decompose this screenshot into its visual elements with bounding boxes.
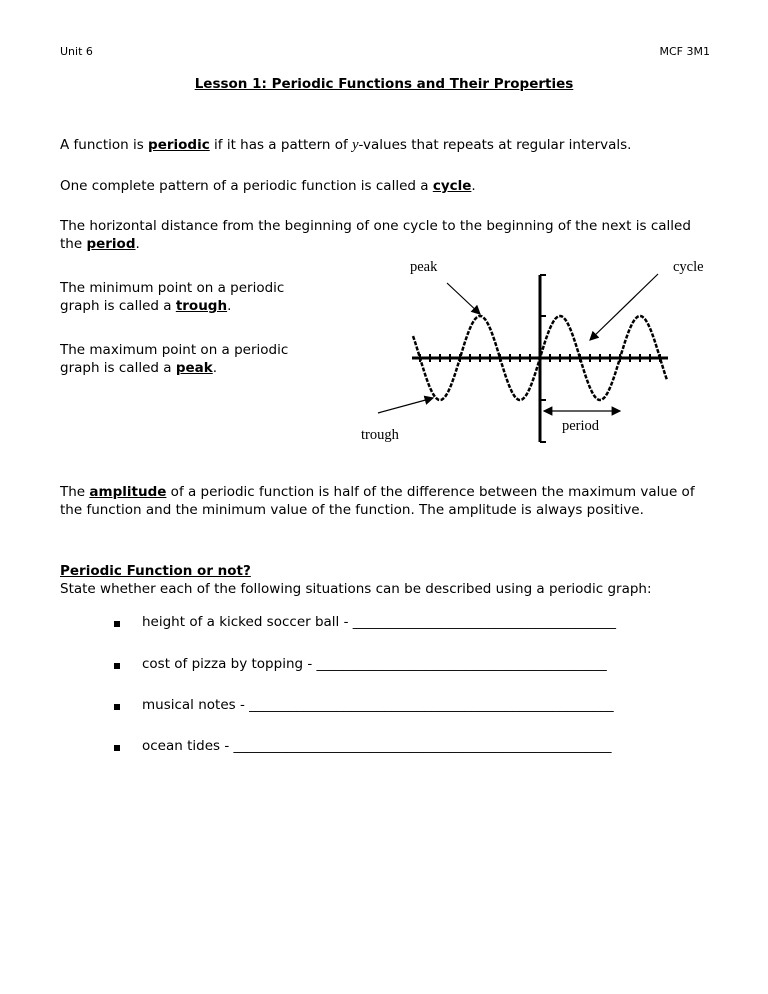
question-item: height of a kicked soccer ball - _______________________________________	[142, 614, 617, 630]
bullet-icon	[114, 745, 120, 751]
period-definition-line1: The horizontal distance from the beginning of one cycle to the beginning of the next is called	[60, 218, 691, 234]
peak-definition-line1: The maximum point on a periodic	[60, 342, 289, 358]
periodic-graph	[0, 0, 768, 460]
bullet-icon	[114, 663, 120, 669]
section-heading: Periodic Function or not?	[60, 563, 251, 579]
question-item: musical notes - ______________________________________________________	[142, 697, 614, 713]
trough-arrow	[378, 398, 433, 413]
cycle-label: cycle	[673, 259, 704, 275]
peak-label: peak	[410, 259, 438, 275]
period-label: period	[562, 418, 600, 434]
page-title: Lesson 1: Periodic Functions and Their Properties	[194, 76, 574, 92]
answer-blank[interactable]: ______________________________________________________	[249, 697, 614, 713]
answer-blank[interactable]: ________________________________________________________	[233, 738, 612, 754]
trough-label: trough	[361, 427, 399, 443]
section-instruction: State whether each of the following situations can be described using a periodic graph:	[60, 581, 652, 597]
answer-blank[interactable]: ___________________________________________	[316, 656, 607, 672]
peak-arrow	[447, 283, 480, 314]
trough-definition-line2: graph is called a trough.	[60, 298, 232, 314]
periodic-definition: A function is periodic if it has a pattern of y-values that repeats at regular intervals.	[60, 137, 632, 153]
amplitude-definition-line1: The amplitude of a periodic function is half of the difference between the maximum value of	[60, 484, 695, 500]
amplitude-definition-line2: the function and the minimum value of the function. The amplitude is always positive.	[60, 502, 644, 518]
peak-definition-line2: graph is called a peak.	[60, 360, 218, 376]
trough-definition-line1: The minimum point on a periodic	[60, 280, 285, 296]
cycle-definition: One complete pattern of a periodic function is called a cycle.	[60, 178, 476, 194]
question-item: ocean tides - ________________________________________________________	[142, 738, 612, 754]
question-item: cost of pizza by topping - ___________________________________________	[142, 656, 607, 672]
bullet-icon	[114, 621, 120, 627]
answer-blank[interactable]: _______________________________________	[352, 614, 617, 630]
course-code: MCF 3M1	[659, 45, 710, 58]
cycle-arrow	[590, 274, 658, 340]
unit-label: Unit 6	[60, 45, 93, 58]
bullet-icon	[114, 704, 120, 710]
period-definition-line2: the period.	[60, 236, 140, 252]
